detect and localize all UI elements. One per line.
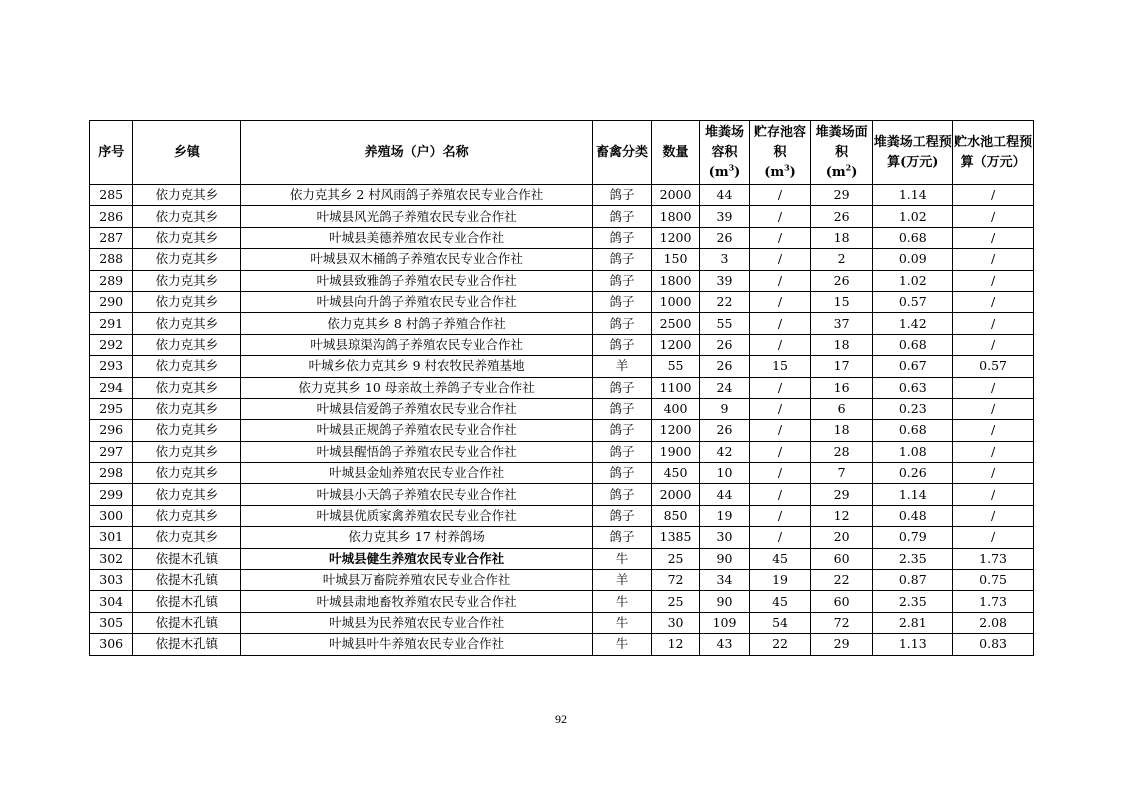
cell-town: 依力克其乡: [133, 270, 241, 291]
cell-town: 依力克其乡: [133, 249, 241, 270]
cell-farm-name: 叶城县信爱鸽子养殖农民专业合作社: [241, 398, 592, 419]
cell-town: 依力克其乡: [133, 227, 241, 248]
cell-storage-volume: 15: [750, 356, 811, 377]
cell-storage-volume: 45: [750, 591, 811, 612]
cell-livestock-type: 鸽子: [592, 227, 652, 248]
cell-storage-volume: /: [750, 249, 811, 270]
cell-manure-volume: 44: [699, 185, 749, 206]
table-row: [90, 527, 1034, 548]
cell-manure-volume: 26: [699, 420, 749, 441]
table-row: [90, 270, 1034, 291]
cell-livestock-type: 鸽子: [592, 377, 652, 398]
cell-livestock-type: 鸽子: [592, 206, 652, 227]
cell-seq: 290: [90, 291, 133, 312]
cell-storage-volume: 19: [750, 570, 811, 591]
cell-manure-area: 18: [810, 227, 873, 248]
cell-storage-volume: /: [750, 291, 811, 312]
cell-farm-name: 叶城县优质家禽养殖农民专业合作社: [241, 505, 592, 526]
cell-manure-volume: 90: [699, 548, 749, 569]
cell-pool-budget: /: [953, 206, 1034, 227]
cell-livestock-type: 鸽子: [592, 313, 652, 334]
cell-town: 依力克其乡: [133, 420, 241, 441]
cell-quantity: 1200: [652, 227, 699, 248]
cell-livestock-type: 鸽子: [592, 484, 652, 505]
cell-manure-budget: 0.68: [873, 227, 953, 248]
cell-seq: 286: [90, 206, 133, 227]
cell-manure-area: 29: [810, 634, 873, 655]
cell-manure-area: 16: [810, 377, 873, 398]
cell-manure-area: 28: [810, 441, 873, 462]
cell-livestock-type: 鸽子: [592, 463, 652, 484]
cell-pool-budget: 2.08: [953, 612, 1034, 633]
cell-town: 依力克其乡: [133, 398, 241, 419]
cell-livestock-type: 牛: [592, 591, 652, 612]
cell-manure-budget: 1.42: [873, 313, 953, 334]
cell-manure-area: 26: [810, 206, 873, 227]
cell-seq: 287: [90, 227, 133, 248]
cell-manure-area: 12: [810, 505, 873, 526]
table-row: [90, 356, 1034, 377]
cell-farm-name: 叶城县向升鸽子养殖农民专业合作社: [241, 291, 592, 312]
cell-storage-volume: /: [750, 505, 811, 526]
cell-pool-budget: /: [953, 185, 1034, 206]
cell-quantity: 1100: [652, 377, 699, 398]
cell-quantity: 1800: [652, 270, 699, 291]
cell-storage-volume: /: [750, 441, 811, 462]
cell-manure-budget: 1.14: [873, 484, 953, 505]
cell-manure-volume: 34: [699, 570, 749, 591]
cell-quantity: 400: [652, 398, 699, 419]
cell-seq: 298: [90, 463, 133, 484]
cell-pool-budget: /: [953, 398, 1034, 419]
cell-manure-area: 7: [810, 463, 873, 484]
cell-quantity: 1385: [652, 527, 699, 548]
cell-manure-budget: 1.14: [873, 185, 953, 206]
cell-manure-volume: 90: [699, 591, 749, 612]
cell-livestock-type: 鸽子: [592, 291, 652, 312]
table-row: [90, 634, 1034, 655]
cell-manure-budget: 0.48: [873, 505, 953, 526]
cell-manure-budget: 2.35: [873, 591, 953, 612]
cell-town: 依力克其乡: [133, 206, 241, 227]
cell-manure-area: 20: [810, 527, 873, 548]
cell-seq: 306: [90, 634, 133, 655]
cell-seq: 296: [90, 420, 133, 441]
cell-pool-budget: /: [953, 249, 1034, 270]
table-row: [90, 505, 1034, 526]
cell-pool-budget: /: [953, 463, 1034, 484]
cell-manure-budget: 0.68: [873, 420, 953, 441]
cell-quantity: 1900: [652, 441, 699, 462]
cell-pool-budget: /: [953, 334, 1034, 355]
table-row: [90, 484, 1034, 505]
cell-manure-volume: 55: [699, 313, 749, 334]
cell-farm-name: 叶城县金灿养殖农民专业合作社: [241, 463, 592, 484]
cell-town: 依力克其乡: [133, 334, 241, 355]
cell-storage-volume: 54: [750, 612, 811, 633]
cell-manure-volume: 22: [699, 291, 749, 312]
cell-seq: 301: [90, 527, 133, 548]
cell-pool-budget: /: [953, 291, 1034, 312]
cell-manure-budget: 0.63: [873, 377, 953, 398]
cell-livestock-type: 羊: [592, 356, 652, 377]
header-manure-volume: 堆粪场容积 $(m^3)$: [699, 121, 749, 185]
cell-manure-budget: 1.13: [873, 634, 953, 655]
cell-manure-volume: 19: [699, 505, 749, 526]
cell-pool-budget: /: [953, 441, 1034, 462]
cell-quantity: 1000: [652, 291, 699, 312]
cell-town: 依力克其乡: [133, 185, 241, 206]
cell-manure-area: 18: [810, 334, 873, 355]
table-row: [90, 463, 1034, 484]
cell-manure-volume: 3: [699, 249, 749, 270]
cell-town: 依提木孔镇: [133, 570, 241, 591]
cell-manure-volume: 26: [699, 356, 749, 377]
cell-farm-name: 叶城县琼渠沟鸽子养殖农民专业合作社: [241, 334, 592, 355]
cell-manure-volume: 10: [699, 463, 749, 484]
cell-storage-volume: /: [750, 377, 811, 398]
cell-manure-budget: 0.87: [873, 570, 953, 591]
table-row: [90, 291, 1034, 312]
table-row: [90, 249, 1034, 270]
page-number: 92: [555, 712, 567, 726]
cell-seq: 302: [90, 548, 133, 569]
cell-seq: 305: [90, 612, 133, 633]
cell-farm-name: 依力克其乡 10 母亲故土养鸽子专业合作社: [241, 377, 592, 398]
cell-manure-volume: 9: [699, 398, 749, 419]
cell-quantity: 25: [652, 548, 699, 569]
table-header-row: [90, 121, 1034, 185]
cell-town: 依提木孔镇: [133, 612, 241, 633]
cell-storage-volume: /: [750, 463, 811, 484]
cell-pool-budget: 0.83: [953, 634, 1034, 655]
cell-seq: 299: [90, 484, 133, 505]
cell-town: 依力克其乡: [133, 377, 241, 398]
cell-manure-area: 29: [810, 484, 873, 505]
cell-storage-volume: /: [750, 484, 811, 505]
cell-town: 依力克其乡: [133, 441, 241, 462]
cell-quantity: 150: [652, 249, 699, 270]
cell-manure-budget: 0.09: [873, 249, 953, 270]
cell-manure-area: 15: [810, 291, 873, 312]
cell-farm-name: 叶城乡依力克其乡 9 村农牧民养殖基地: [241, 356, 592, 377]
cell-livestock-type: 羊: [592, 570, 652, 591]
cell-storage-volume: /: [750, 398, 811, 419]
header-storage-volume: 贮存池容积 $(m^3)$: [750, 121, 811, 185]
cell-seq: 291: [90, 313, 133, 334]
cell-manure-area: 2: [810, 249, 873, 270]
cell-manure-volume: 26: [699, 334, 749, 355]
cell-livestock-type: 牛: [592, 612, 652, 633]
header-town: 乡镇: [133, 121, 241, 185]
cell-manure-volume: 30: [699, 527, 749, 548]
cell-manure-volume: 24: [699, 377, 749, 398]
cell-quantity: 2000: [652, 484, 699, 505]
cell-seq: 304: [90, 591, 133, 612]
cell-manure-budget: 0.79: [873, 527, 953, 548]
cell-storage-volume: /: [750, 420, 811, 441]
cell-quantity: 2000: [652, 185, 699, 206]
cell-manure-area: 60: [810, 591, 873, 612]
cell-livestock-type: 鸽子: [592, 527, 652, 548]
table-row: [90, 398, 1034, 419]
cell-town: 依力克其乡: [133, 463, 241, 484]
cell-pool-budget: /: [953, 377, 1034, 398]
cell-livestock-type: 鸽子: [592, 420, 652, 441]
table-row: [90, 441, 1034, 462]
cell-livestock-type: 牛: [592, 634, 652, 655]
cell-storage-volume: /: [750, 227, 811, 248]
cell-manure-budget: 0.67: [873, 356, 953, 377]
table-row: [90, 313, 1034, 334]
cell-town: 依力克其乡: [133, 527, 241, 548]
cell-pool-budget: 1.73: [953, 548, 1034, 569]
cell-seq: 303: [90, 570, 133, 591]
farm-table: [89, 120, 1034, 656]
cell-manure-budget: 2.35: [873, 548, 953, 569]
cell-seq: 300: [90, 505, 133, 526]
cell-farm-name: 依力克其乡 8 村鸽子养殖合作社: [241, 313, 592, 334]
cell-manure-area: 60: [810, 548, 873, 569]
cell-manure-budget: 0.68: [873, 334, 953, 355]
cell-farm-name: 叶城县小天鸽子养殖农民专业合作社: [241, 484, 592, 505]
cell-storage-volume: /: [750, 527, 811, 548]
cell-manure-budget: 1.08: [873, 441, 953, 462]
cell-livestock-type: 鸽子: [592, 505, 652, 526]
header-quantity: 数量: [652, 121, 699, 185]
cell-quantity: 55: [652, 356, 699, 377]
cell-seq: 288: [90, 249, 133, 270]
cell-pool-budget: /: [953, 505, 1034, 526]
cell-manure-area: 17: [810, 356, 873, 377]
header-seq: 序号: [90, 121, 133, 185]
cell-quantity: 850: [652, 505, 699, 526]
cell-farm-name: 叶城县风光鸽子养殖农民专业合作社: [241, 206, 592, 227]
cell-farm-name: 叶城县为民养殖农民专业合作社: [241, 612, 592, 633]
cell-quantity: 1200: [652, 334, 699, 355]
cell-farm-name: 依力克其乡 17 村养鸽场: [241, 527, 592, 548]
table-row: [90, 227, 1034, 248]
cell-manure-area: 26: [810, 270, 873, 291]
cell-manure-area: 22: [810, 570, 873, 591]
cell-seq: 295: [90, 398, 133, 419]
cell-manure-area: 6: [810, 398, 873, 419]
cell-manure-budget: 1.02: [873, 270, 953, 291]
cell-seq: 293: [90, 356, 133, 377]
cell-quantity: 1200: [652, 420, 699, 441]
cell-storage-volume: /: [750, 334, 811, 355]
cell-manure-area: 18: [810, 420, 873, 441]
cell-town: 依力克其乡: [133, 505, 241, 526]
cell-storage-volume: /: [750, 206, 811, 227]
cell-pool-budget: /: [953, 227, 1034, 248]
table-row: [90, 377, 1034, 398]
cell-pool-budget: /: [953, 313, 1034, 334]
cell-manure-area: 29: [810, 185, 873, 206]
cell-manure-area: 72: [810, 612, 873, 633]
table-row: [90, 185, 1034, 206]
cell-farm-name: 叶城县正规鸽子养殖农民专业合作社: [241, 420, 592, 441]
cell-storage-volume: /: [750, 270, 811, 291]
cell-farm-name: 叶城县叶牛养殖农民专业合作社: [241, 634, 592, 655]
cell-farm-name: 叶城县健生养殖农民专业合作社: [241, 548, 592, 569]
cell-manure-budget: 1.02: [873, 206, 953, 227]
cell-town: 依力克其乡: [133, 291, 241, 312]
cell-town: 依提木孔镇: [133, 634, 241, 655]
cell-farm-name: 叶城县双木桶鸽子养殖农民专业合作社: [241, 249, 592, 270]
cell-town: 依力克其乡: [133, 356, 241, 377]
cell-manure-volume: 26: [699, 227, 749, 248]
cell-pool-budget: /: [953, 527, 1034, 548]
cell-livestock-type: 牛: [592, 548, 652, 569]
cell-manure-area: 37: [810, 313, 873, 334]
cell-pool-budget: /: [953, 420, 1034, 441]
cell-manure-volume: 42: [699, 441, 749, 462]
cell-quantity: 25: [652, 591, 699, 612]
cell-quantity: 450: [652, 463, 699, 484]
cell-farm-name: 依力克其乡 2 村风雨鸽子养殖农民专业合作社: [241, 185, 592, 206]
cell-town: 依力克其乡: [133, 484, 241, 505]
cell-storage-volume: /: [750, 185, 811, 206]
table-row: [90, 420, 1034, 441]
cell-manure-volume: 109: [699, 612, 749, 633]
cell-town: 依力克其乡: [133, 313, 241, 334]
cell-farm-name: 叶城县肃地畜牧养殖农民专业合作社: [241, 591, 592, 612]
cell-seq: 292: [90, 334, 133, 355]
cell-town: 依提木孔镇: [133, 548, 241, 569]
cell-quantity: 72: [652, 570, 699, 591]
table-row: [90, 612, 1034, 633]
cell-storage-volume: /: [750, 313, 811, 334]
cell-manure-budget: 0.26: [873, 463, 953, 484]
cell-manure-volume: 39: [699, 206, 749, 227]
cell-seq: 294: [90, 377, 133, 398]
header-farm-name: 养殖场（户）名称: [241, 121, 592, 185]
cell-pool-budget: 1.73: [953, 591, 1034, 612]
cell-livestock-type: 鸽子: [592, 398, 652, 419]
header-pool-budget: 贮水池工程预算（万元）: [953, 121, 1034, 185]
table-row: [90, 570, 1034, 591]
header-livestock-type: 畜禽分类: [592, 121, 652, 185]
cell-livestock-type: 鸽子: [592, 185, 652, 206]
table-row: [90, 548, 1034, 569]
cell-farm-name: 叶城县醒悟鸽子养殖农民专业合作社: [241, 441, 592, 462]
cell-pool-budget: /: [953, 484, 1034, 505]
cell-farm-name: 叶城县万畜院养殖农民专业合作社: [241, 570, 592, 591]
cell-livestock-type: 鸽子: [592, 270, 652, 291]
cell-manure-volume: 39: [699, 270, 749, 291]
table-row: [90, 591, 1034, 612]
cell-manure-budget: 2.81: [873, 612, 953, 633]
cell-seq: 289: [90, 270, 133, 291]
table-row: [90, 334, 1034, 355]
cell-pool-budget: 0.57: [953, 356, 1034, 377]
table-row: [90, 206, 1034, 227]
cell-livestock-type: 鸽子: [592, 441, 652, 462]
cell-seq: 285: [90, 185, 133, 206]
cell-storage-volume: 45: [750, 548, 811, 569]
cell-manure-budget: 0.57: [873, 291, 953, 312]
cell-town: 依提木孔镇: [133, 591, 241, 612]
cell-manure-volume: 44: [699, 484, 749, 505]
cell-pool-budget: /: [953, 270, 1034, 291]
cell-livestock-type: 鸽子: [592, 334, 652, 355]
cell-storage-volume: 22: [750, 634, 811, 655]
cell-quantity: 1800: [652, 206, 699, 227]
cell-seq: 297: [90, 441, 133, 462]
cell-livestock-type: 鸽子: [592, 249, 652, 270]
cell-manure-volume: 43: [699, 634, 749, 655]
cell-quantity: 2500: [652, 313, 699, 334]
header-manure-budget: 堆粪场工程预算(万元): [873, 121, 953, 185]
cell-quantity: 12: [652, 634, 699, 655]
cell-manure-budget: 0.23: [873, 398, 953, 419]
cell-quantity: 30: [652, 612, 699, 633]
cell-farm-name: 叶城县致雅鸽子养殖农民专业合作社: [241, 270, 592, 291]
header-manure-area: 堆粪场面积 $(m^2)$: [810, 121, 873, 185]
cell-farm-name: 叶城县美德养殖农民专业合作社: [241, 227, 592, 248]
cell-pool-budget: 0.75: [953, 570, 1034, 591]
